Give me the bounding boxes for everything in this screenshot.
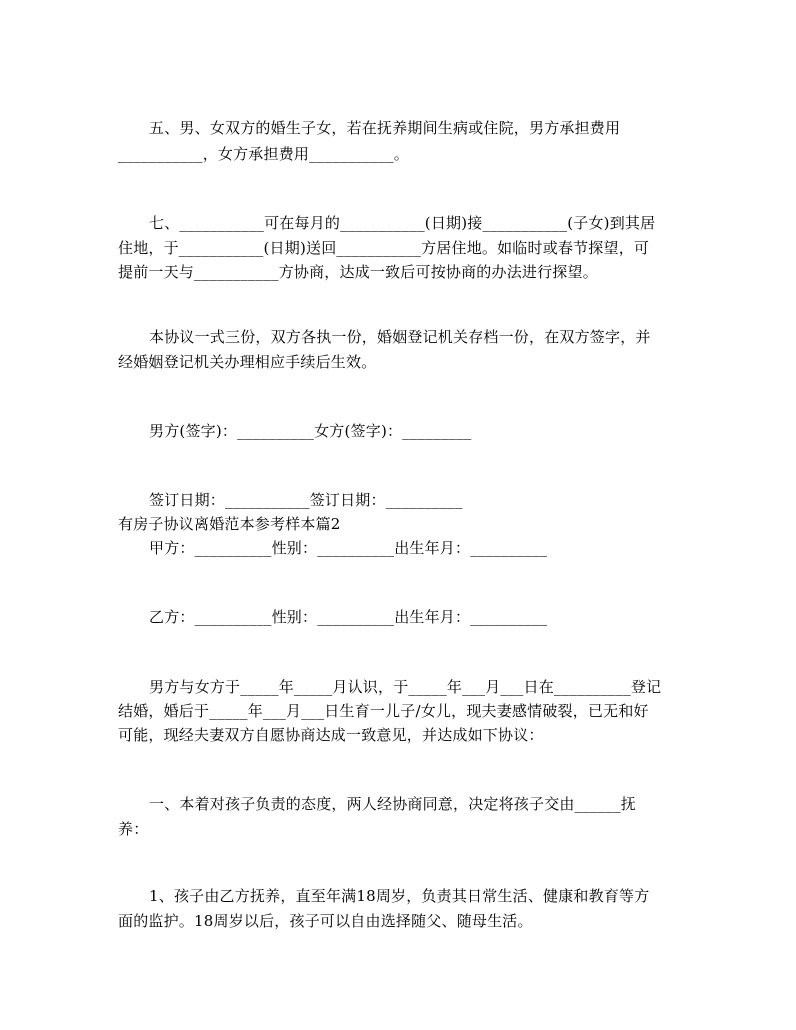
party-b-line: 乙方：__________性别：__________出生年月：__________	[149, 608, 548, 626]
custody-clause-line-2: 养：	[118, 820, 149, 838]
clause-five-line-2: ___________，女方承担费用___________。	[118, 145, 410, 163]
clause-seven-line-3: 提前一天与___________方协商，达成一致后可按协商的办法进行探望。	[118, 263, 598, 281]
agreement-copies-line-2: 经婚姻登记机关办理相应手续后生效。	[118, 353, 377, 371]
clause-seven-line-2: 住地，于___________(日期)送回___________方居住地。如临时或春节探望，可	[118, 239, 650, 257]
agreement-copies-line-1: 本协议一式三份，双方各执一份，婚姻登记机关存档一份，在双方签字，并	[149, 328, 651, 346]
custody-clause-line-1: 一、本着对孩子负责的态度，两人经协商同意，决定将孩子交由______抚	[149, 795, 637, 813]
signature-line: 男方(签字)：__________女方(签字)：_________	[149, 422, 472, 440]
marriage-paragraph-line-2: 结婚，婚后于_____年___月___日生育一儿子/女儿，现夫妻感情破裂，已无和好	[118, 702, 649, 720]
marriage-paragraph-line-1: 男方与女方于_____年_____月认识，于_____年___月___日在__________登记	[149, 678, 662, 696]
custody-item-1-line-1: 1、孩子由乙方抚养，直至年满18周岁，负责其日常生活、健康和教育等方	[149, 887, 650, 905]
clause-five-line-1: 五、男、女双方的婚生子女，若在抚养期间生病或住院，男方承担费用	[149, 119, 621, 137]
party-a-line: 甲方：__________性别：__________出生年月：__________	[149, 539, 548, 557]
signing-date-line: 签订日期：___________签订日期：__________	[149, 491, 463, 509]
section-heading: 有房子协议离婚范本参考样本篇2	[118, 515, 341, 533]
clause-seven-line-1: 七、___________可在每月的___________(日期)接___________(子女)到其居	[149, 214, 656, 232]
marriage-paragraph-line-3: 可能，现经夫妻双方自愿协商达成一致意见，并达成如下协议：	[118, 726, 544, 744]
custody-item-1-line-2: 面的监护。18周岁以后，孩子可以自由选择随父、随母生活。	[118, 912, 533, 930]
